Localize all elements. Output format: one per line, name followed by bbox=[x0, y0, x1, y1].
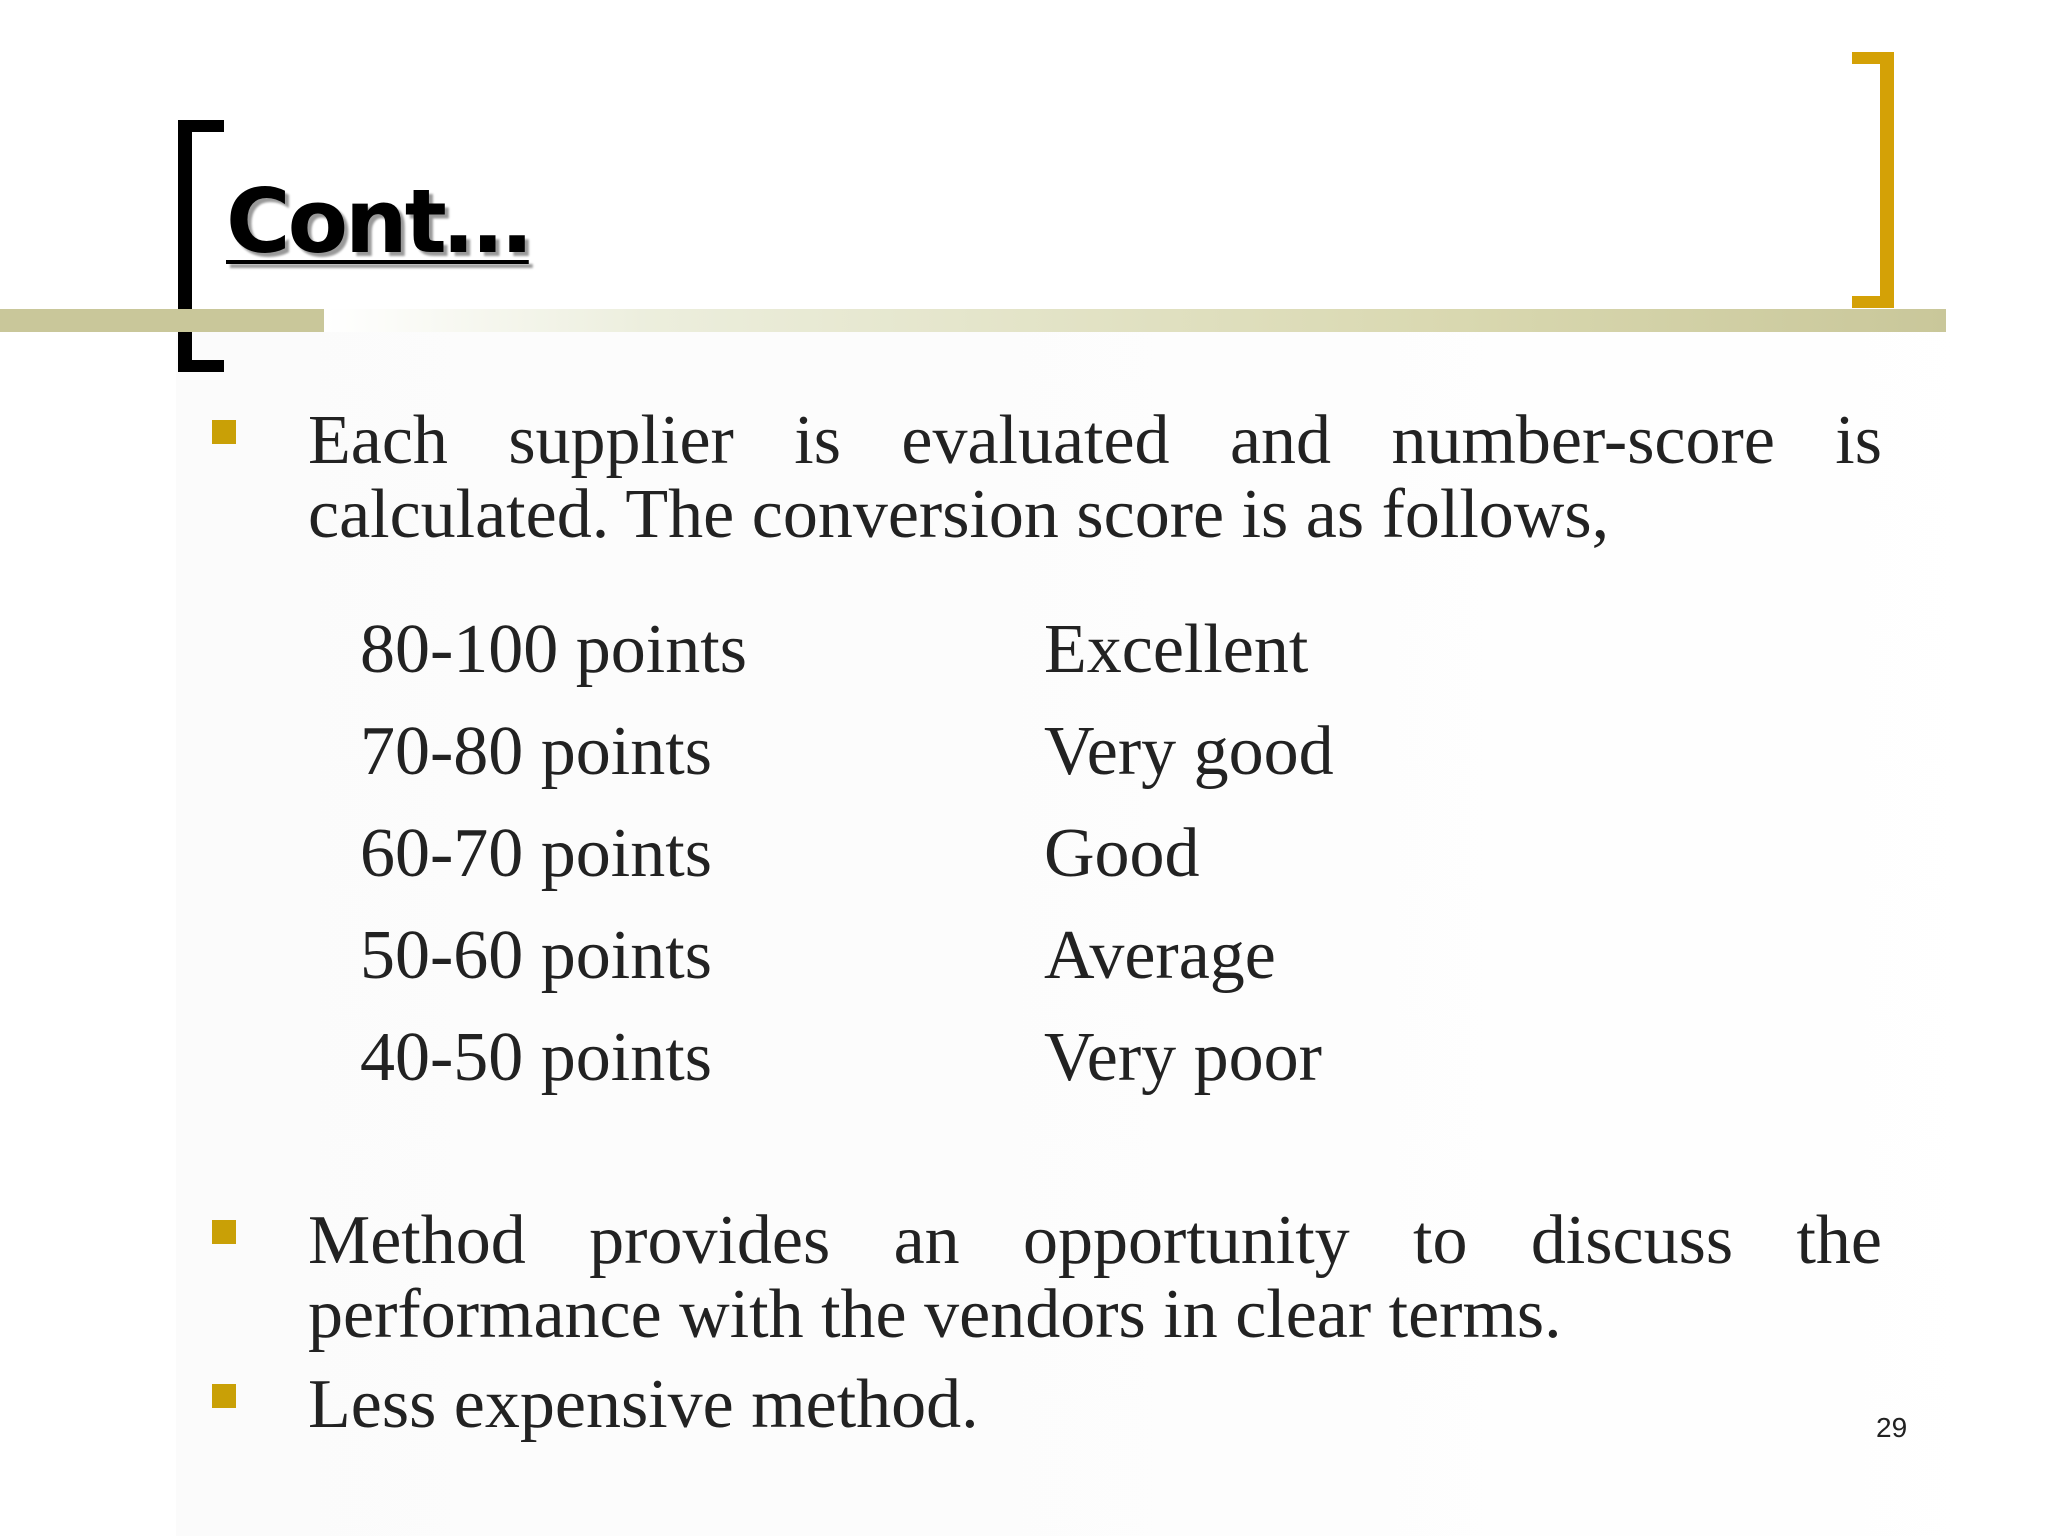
slide-title: Cont… bbox=[226, 170, 529, 273]
bullet-marker bbox=[212, 1384, 236, 1408]
score-row bbox=[360, 712, 1460, 814]
score-row bbox=[360, 1018, 1460, 1120]
bullet-text-discussion: Method provides an opportunity to discuss the performance with the vendors in clear terms. bbox=[308, 1202, 1882, 1353]
score-range: 50-60 points bbox=[360, 917, 712, 994]
score-rating: Very good bbox=[1044, 713, 1334, 790]
score-rating: Average bbox=[1044, 917, 1276, 994]
score-rating: Good bbox=[1044, 815, 1200, 892]
title-bar-left bbox=[0, 309, 324, 332]
score-rating: Excellent bbox=[1044, 611, 1309, 688]
bullet-text-evaluation: Each supplier is evaluated and number-score is calculated. The conversion score is as follows, bbox=[308, 402, 1882, 553]
score-rating: Very poor bbox=[1044, 1019, 1322, 1096]
score-row bbox=[360, 610, 1460, 712]
score-row bbox=[360, 916, 1460, 1018]
title-bar-right bbox=[324, 309, 1946, 332]
score-row bbox=[360, 814, 1460, 916]
bullet-text-cost: Less expensive method. bbox=[308, 1366, 979, 1443]
score-range: 60-70 points bbox=[360, 815, 712, 892]
score-range: 70-80 points bbox=[360, 713, 712, 790]
score-range: 80-100 points bbox=[360, 611, 747, 688]
bullet-marker bbox=[212, 1220, 236, 1244]
page-number: 29 bbox=[1876, 1412, 1908, 1443]
score-range: 40-50 points bbox=[360, 1019, 712, 1096]
bullet-marker bbox=[212, 420, 236, 444]
